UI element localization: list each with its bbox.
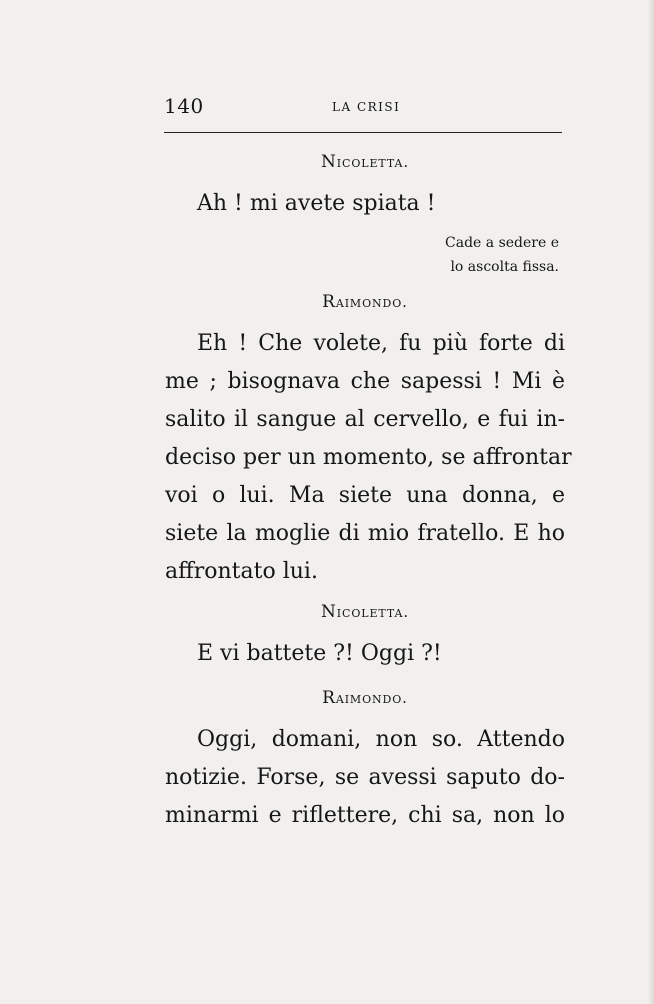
paragraph-line: deciso per un momento, se affrontar	[165, 445, 572, 470]
speaker-name: Raimondo.	[322, 688, 408, 708]
page-edge	[648, 0, 654, 1004]
stage-direction	[165, 231, 565, 279]
paragraph-line: salito il sangue al cervello, e fui in-	[165, 407, 565, 432]
header-rule	[164, 132, 562, 133]
running-title: LA CRISI	[332, 100, 401, 114]
dialogue-line: Ah ! mi avete spiata !	[197, 191, 436, 216]
paragraph-line: Oggi, domani, non so. Attendo	[197, 727, 565, 752]
paragraph-line: Eh ! Che volete, fu più forte di	[197, 331, 565, 356]
paragraph-line: affrontato lui.	[165, 559, 318, 584]
speaker-name: Nicoletta.	[321, 602, 409, 622]
page-header	[164, 92, 562, 122]
dialogue-paragraph	[165, 721, 565, 835]
speaker-name: Nicoletta.	[321, 152, 409, 172]
dialogue-paragraph	[165, 325, 572, 591]
stage-direction-line: lo ascolta fissa.	[450, 259, 559, 275]
stage-direction-line: Cade a sedere e	[445, 235, 559, 251]
text-body	[165, 140, 572, 835]
paragraph-line: me ; bisognava che sapessi ! Mi è	[165, 369, 565, 394]
paragraph-line: minarmi e riflettere, chi sa, non lo	[165, 803, 565, 828]
speaker-name: Raimondo.	[322, 292, 408, 312]
dialogue-line: E vi battete ?! Oggi ?!	[197, 641, 442, 666]
paragraph-line: voi o lui. Ma siete una donna, e	[165, 483, 565, 508]
page-number: 140	[164, 94, 204, 118]
paragraph-line: notizie. Forse, se avessi saputo do-	[165, 765, 565, 790]
paragraph-line: siete la moglie di mio fratello. E ho	[165, 521, 565, 546]
